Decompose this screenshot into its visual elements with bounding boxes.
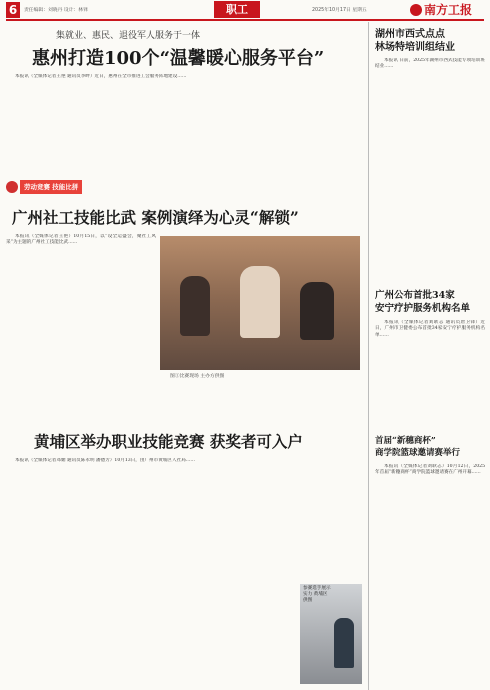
sidebar-mid-byline: 本报讯（全媒体记者刘耿志 通讯员唐卫锋）近日，广州市卫健委公布首批34家安宁疗护服务机构名单…… [375, 320, 485, 338]
lead-kicker: 集就业、惠民、退役军人服务于一体 [56, 31, 201, 41]
sidebar-mid-headline: 广州公布首批34家 安宁疗护服务机构名单 [375, 290, 471, 314]
sidebar-bottom-headline: 首届“新穗商杯” 商学院篮球邀请赛举行 [375, 436, 461, 458]
paper-name: 南方工报 [424, 3, 473, 17]
sidebar-bottom-byline: 本报讯（全媒体记者刘耿志）10月12日，2025年首届“新穗商杯”商学院篮球邀请赛在广州开幕…… [375, 464, 485, 476]
sidebar-top-body [375, 58, 485, 236]
photo-caption: 图①比赛现场 主办方供图 [170, 374, 225, 379]
skills-headline: 广州社工技能比武 案例演绎为心灵“解锁” [12, 208, 299, 227]
skills-byline: 本报讯（全媒体记者王艳）10月15日，以“设全运盛会，聚社工风采”为主题的广州社工技能比武…… [6, 234, 156, 246]
sidebar [368, 22, 485, 690]
column-banner [6, 180, 106, 194]
competition-photo [160, 236, 360, 370]
huangpu-caption: 参赛选手展示实力 黄埔区供图 [303, 586, 331, 603]
skills-body-2 [160, 382, 360, 428]
sidebar-top-headline: 湖州市西式点点 林场特培训组结业 [375, 29, 455, 53]
masthead-rule [6, 19, 484, 21]
paper-logo [410, 1, 472, 18]
gear-icon [6, 181, 18, 193]
sidebar-mid-body [375, 320, 485, 438]
huangpu-headline: 黄埔区举办职业技能竞赛 获奖者可入户 [34, 432, 303, 451]
section-label: 职工 [214, 1, 260, 18]
logo-icon [410, 4, 422, 16]
lead-byline: 本报讯（全媒体记者王艳 通讯员李畔）近日，惠州在全市推进工会服务阵地建设…… [15, 74, 187, 79]
huangpu-byline: 本报讯（全媒体记者邓媚 通讯员陈永明 潘德芳）10月13日，由广州市黄埔区人社局…… [15, 458, 195, 463]
huangpu-body [6, 458, 296, 684]
page-number: 6 [6, 2, 20, 18]
masthead [0, 0, 490, 22]
sidebar-top-byline: 本报讯 日前，2025年湖州市西式技能专项培训班结业…… [375, 58, 485, 70]
skills-body [6, 234, 156, 428]
banner-label: 劳动竞赛 技能比拼 [20, 180, 82, 194]
editor-credits: 责任编辑：刘晓丹 设计：林铎 [24, 8, 88, 13]
lead-body [6, 74, 362, 168]
huangpu-photo [300, 584, 362, 684]
issue-date: 2025年10月17日 星期五 [312, 8, 367, 13]
lead-headline: 惠州打造100个“温馨暖心服务平台” [32, 48, 325, 69]
sidebar-bottom-body [375, 464, 485, 690]
